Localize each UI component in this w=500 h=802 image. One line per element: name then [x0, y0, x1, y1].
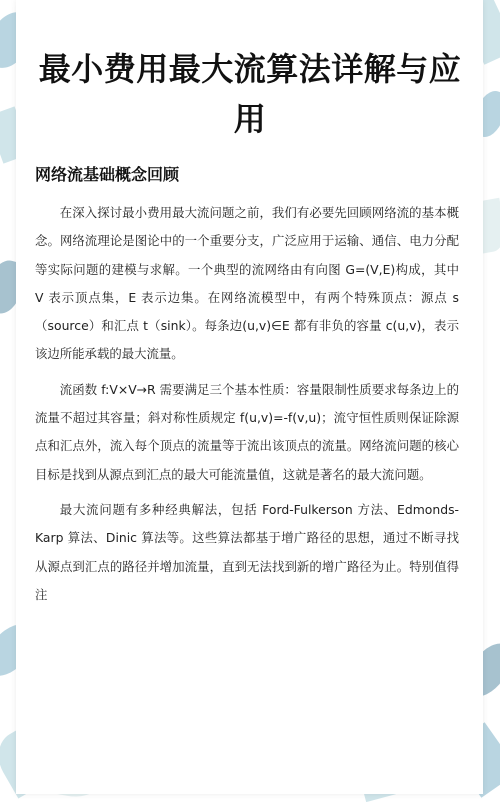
- document-title: 最小费用最大流算法详解与应用: [38, 50, 462, 138]
- paragraph: 流函数 f:V×V→R 需要满足三个基本性质：容量限制性质要求每条边上的流量不超过其容量；斜对称性质规定 f(u,v)=-f(v,u)；流守恒性质则保证除源点和汇点外，流入每个顶点的流量等于流出该顶点的流量。网络流问题的核心目标是找到从源点到汇点的最大可能流量值，这就是著名的最大流问题。: [35, 381, 459, 482]
- section-heading: 网络流基础概念回顾: [35, 165, 180, 184]
- body-text: [35, 199, 459, 616]
- paragraph: 在深入探讨最小费用最大流问题之前，我们有必要先回顾网络流的基本概念。网络流理论是图论中的一个重要分支，广泛应用于运输、通信、电力分配等实际问题的建模与求解。一个典型的流网络由有向图 G=(V,E)构成，其中 V 表示顶点集，E 表示边集。在网络流模型中，有两个特殊顶点：源点 s（source）和汇点 t（sink）。每条边(u,v)∈E 都有非负的容量 c(u,v)，表示该边所能承载的最大流量。: [35, 205, 459, 362]
- paragraph: 最大流问题有多种经典解法，包括 Ford-Fulkerson 方法、Edmonds-Karp 算法、Dinic 算法等。这些算法都基于增广路径的思想，通过不断寻找从源点到汇点的路径并增加流量，直到无法找到新的增广路径为止。特别值得注: [35, 501, 459, 602]
